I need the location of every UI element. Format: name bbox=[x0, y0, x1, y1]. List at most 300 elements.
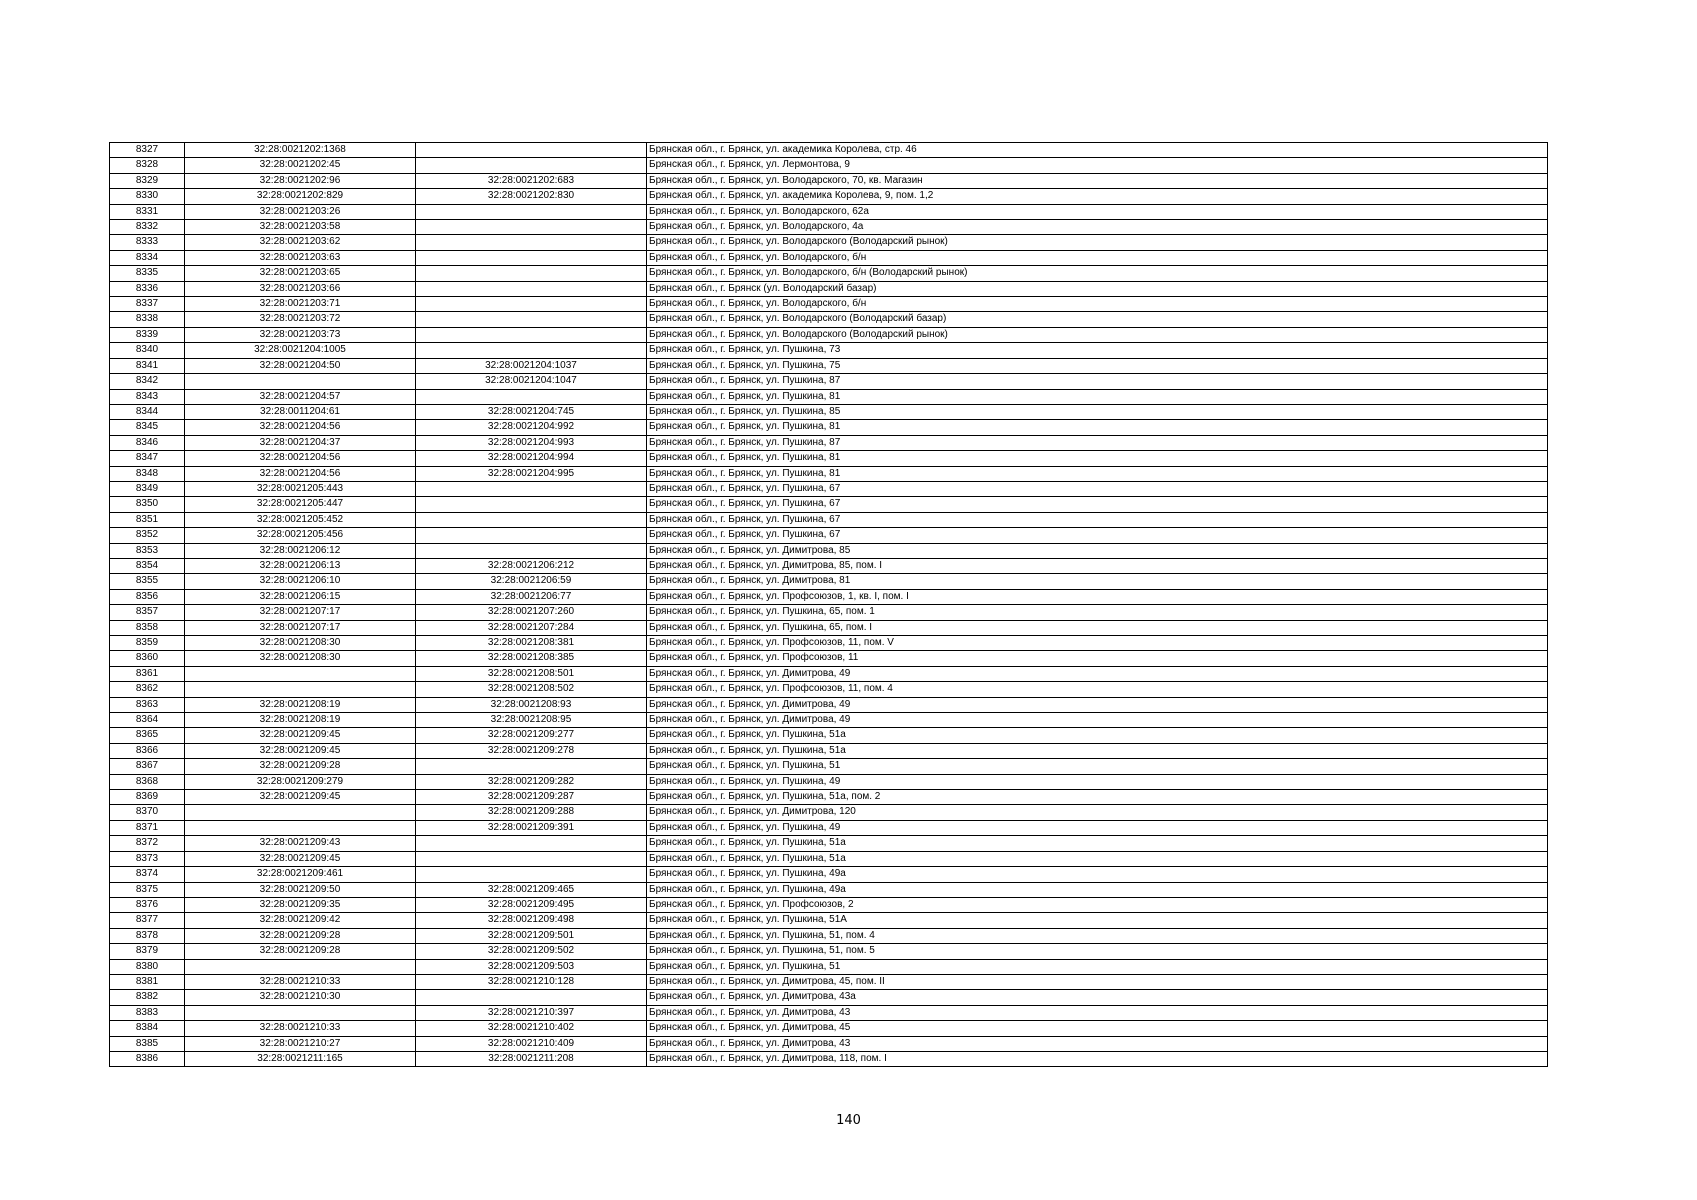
table-row bbox=[110, 944, 1548, 959]
object-cadastral-number-cell: 32:28:0021209:502 bbox=[416, 944, 647, 959]
address-cell: Брянская обл., г. Брянск, ул. Володарского, б/н bbox=[647, 297, 1548, 312]
land-cadastral-number-cell: 32:28:0021202:96 bbox=[185, 173, 416, 188]
object-cadastral-number-cell: 32:28:0021208:95 bbox=[416, 713, 647, 728]
table-row bbox=[110, 882, 1548, 897]
table-row bbox=[110, 836, 1548, 851]
land-cadastral-number-cell: 32:28:0021211:165 bbox=[185, 1051, 416, 1066]
object-cadastral-number-cell bbox=[416, 543, 647, 558]
row-number-cell: 8383 bbox=[110, 1005, 185, 1020]
address-cell: Брянская обл., г. Брянск, ул. Профсоюзов, 2 bbox=[647, 897, 1548, 912]
land-cadastral-number-cell: 32:28:0021204:1005 bbox=[185, 343, 416, 358]
address-cell: Брянская обл., г. Брянск, ул. Володарского, 4а bbox=[647, 220, 1548, 235]
table-row bbox=[110, 1021, 1548, 1036]
address-cell: Брянская обл., г. Брянск, ул. Пушкина, 49а bbox=[647, 882, 1548, 897]
row-number-cell: 8332 bbox=[110, 220, 185, 235]
row-number-cell: 8343 bbox=[110, 389, 185, 404]
object-cadastral-number-cell: 32:28:0021210:128 bbox=[416, 974, 647, 989]
land-cadastral-number-cell: 32:28:0021209:28 bbox=[185, 759, 416, 774]
land-cadastral-number-cell: 32:28:0021206:15 bbox=[185, 589, 416, 604]
table-row bbox=[110, 235, 1548, 250]
address-cell: Брянская обл., г. Брянск, ул. Володарского, 62а bbox=[647, 204, 1548, 219]
row-number-cell: 8354 bbox=[110, 558, 185, 573]
object-cadastral-number-cell: 32:28:0021207:284 bbox=[416, 620, 647, 635]
land-cadastral-number-cell: 32:28:0021207:17 bbox=[185, 605, 416, 620]
row-number-cell: 8370 bbox=[110, 805, 185, 820]
address-cell: Брянская обл., г. Брянск, ул. Профсоюзов, 1, кв. I, пом. I bbox=[647, 589, 1548, 604]
row-number-cell: 8384 bbox=[110, 1021, 185, 1036]
row-number-cell: 8329 bbox=[110, 173, 185, 188]
table-row bbox=[110, 805, 1548, 820]
table-row bbox=[110, 250, 1548, 265]
object-cadastral-number-cell: 32:28:0021209:278 bbox=[416, 743, 647, 758]
row-number-cell: 8364 bbox=[110, 713, 185, 728]
land-cadastral-number-cell: 32:28:0021209:42 bbox=[185, 913, 416, 928]
address-cell: Брянская обл., г. Брянск, ул. Пушкина, 51а bbox=[647, 836, 1548, 851]
table-row bbox=[110, 512, 1548, 527]
address-cell: Брянская обл., г. Брянск, ул. Пушкина, 87 bbox=[647, 374, 1548, 389]
address-cell: Брянская обл., г. Брянск, ул. Димитрова, 85 bbox=[647, 543, 1548, 558]
object-cadastral-number-cell: 32:28:0021206:59 bbox=[416, 574, 647, 589]
object-cadastral-number-cell bbox=[416, 481, 647, 496]
address-cell: Брянская обл., г. Брянск, ул. Володарского (Володарский рынок) bbox=[647, 327, 1548, 342]
object-cadastral-number-cell bbox=[416, 851, 647, 866]
object-cadastral-number-cell: 32:28:0021209:498 bbox=[416, 913, 647, 928]
object-cadastral-number-cell: 32:28:0021204:1047 bbox=[416, 374, 647, 389]
object-cadastral-number-cell: 32:28:0021210:397 bbox=[416, 1005, 647, 1020]
land-cadastral-number-cell: 32:28:0021203:65 bbox=[185, 266, 416, 281]
land-cadastral-number-cell: 32:28:0021209:45 bbox=[185, 728, 416, 743]
table-row bbox=[110, 497, 1548, 512]
address-cell: Брянская обл., г. Брянск, ул. Пушкина, 65, пом. 1 bbox=[647, 605, 1548, 620]
row-number-cell: 8347 bbox=[110, 451, 185, 466]
object-cadastral-number-cell: 32:28:0021209:501 bbox=[416, 928, 647, 943]
object-cadastral-number-cell: 32:28:0021209:277 bbox=[416, 728, 647, 743]
address-cell: Брянская обл., г. Брянск (ул. Володарский базар) bbox=[647, 281, 1548, 296]
row-number-cell: 8342 bbox=[110, 374, 185, 389]
row-number-cell: 8365 bbox=[110, 728, 185, 743]
table-row bbox=[110, 928, 1548, 943]
address-cell: Брянская обл., г. Брянск, ул. Профсоюзов, 11, пом. V bbox=[647, 636, 1548, 651]
land-cadastral-number-cell: 32:28:0021208:30 bbox=[185, 636, 416, 651]
row-number-cell: 8336 bbox=[110, 281, 185, 296]
land-cadastral-number-cell: 32:28:0021209:461 bbox=[185, 867, 416, 882]
table-row bbox=[110, 312, 1548, 327]
address-cell: Брянская обл., г. Брянск, ул. Володарского (Володарский базар) bbox=[647, 312, 1548, 327]
address-cell: Брянская обл., г. Брянск, ул. Димитрова, 43 bbox=[647, 1036, 1548, 1051]
object-cadastral-number-cell bbox=[416, 389, 647, 404]
object-cadastral-number-cell bbox=[416, 312, 647, 327]
table-row bbox=[110, 374, 1548, 389]
row-number-cell: 8369 bbox=[110, 790, 185, 805]
object-cadastral-number-cell: 32:28:0021208:502 bbox=[416, 682, 647, 697]
land-cadastral-number-cell bbox=[185, 1005, 416, 1020]
land-cadastral-number-cell: 32:28:0021205:452 bbox=[185, 512, 416, 527]
row-number-cell: 8376 bbox=[110, 897, 185, 912]
land-cadastral-number-cell: 32:28:0021209:50 bbox=[185, 882, 416, 897]
land-cadastral-number-cell: 32:28:0021206:13 bbox=[185, 558, 416, 573]
land-cadastral-number-cell: 32:28:0021204:56 bbox=[185, 451, 416, 466]
table-row bbox=[110, 558, 1548, 573]
object-cadastral-number-cell bbox=[416, 250, 647, 265]
address-cell: Брянская обл., г. Брянск, ул. Димитрова, 49 bbox=[647, 666, 1548, 681]
object-cadastral-number-cell: 32:28:0021209:287 bbox=[416, 790, 647, 805]
land-cadastral-number-cell bbox=[185, 666, 416, 681]
object-cadastral-number-cell bbox=[416, 235, 647, 250]
land-cadastral-number-cell: 32:28:0021210:30 bbox=[185, 990, 416, 1005]
address-cell: Брянская обл., г. Брянск, ул. Пушкина, 51а bbox=[647, 743, 1548, 758]
address-cell: Брянская обл., г. Брянск, ул. Пушкина, 51, пом. 4 bbox=[647, 928, 1548, 943]
object-cadastral-number-cell: 32:28:0021208:385 bbox=[416, 651, 647, 666]
land-cadastral-number-cell: 32:28:0021210:33 bbox=[185, 1021, 416, 1036]
row-number-cell: 8362 bbox=[110, 682, 185, 697]
table-row bbox=[110, 189, 1548, 204]
row-number-cell: 8348 bbox=[110, 466, 185, 481]
land-cadastral-number-cell: 32:28:0021207:17 bbox=[185, 620, 416, 635]
object-cadastral-number-cell: 32:28:0021208:381 bbox=[416, 636, 647, 651]
address-cell: Брянская обл., г. Брянск, ул. Пушкина, 51а bbox=[647, 728, 1548, 743]
table-row bbox=[110, 481, 1548, 496]
address-cell: Брянская обл., г. Брянск, ул. Профсоюзов, 11 bbox=[647, 651, 1548, 666]
row-number-cell: 8337 bbox=[110, 297, 185, 312]
object-cadastral-number-cell: 32:28:0021209:282 bbox=[416, 774, 647, 789]
land-cadastral-number-cell: 32:28:0021203:73 bbox=[185, 327, 416, 342]
land-cadastral-number-cell: 32:28:0021204:50 bbox=[185, 358, 416, 373]
object-cadastral-number-cell: 32:28:0021209:288 bbox=[416, 805, 647, 820]
land-cadastral-number-cell: 32:28:0021208:30 bbox=[185, 651, 416, 666]
table-row bbox=[110, 528, 1548, 543]
object-cadastral-number-cell bbox=[416, 220, 647, 235]
row-number-cell: 8335 bbox=[110, 266, 185, 281]
address-cell: Брянская обл., г. Брянск, ул. Пушкина, 49а bbox=[647, 867, 1548, 882]
object-cadastral-number-cell: 32:28:0021209:495 bbox=[416, 897, 647, 912]
address-cell: Брянская обл., г. Брянск, ул. Пушкина, 65, пом. I bbox=[647, 620, 1548, 635]
land-cadastral-number-cell: 32:28:0011204:61 bbox=[185, 404, 416, 419]
row-number-cell: 8367 bbox=[110, 759, 185, 774]
row-number-cell: 8382 bbox=[110, 990, 185, 1005]
address-cell: Брянская обл., г. Брянск, ул. Димитрова, 49 bbox=[647, 713, 1548, 728]
object-cadastral-number-cell: 32:28:0021204:995 bbox=[416, 466, 647, 481]
address-cell: Брянская обл., г. Брянск, ул. Пушкина, 81 bbox=[647, 389, 1548, 404]
address-cell: Брянская обл., г. Брянск, ул. Пушкина, 85 bbox=[647, 404, 1548, 419]
land-cadastral-number-cell: 32:28:0021205:447 bbox=[185, 497, 416, 512]
land-cadastral-number-cell: 32:28:0021203:62 bbox=[185, 235, 416, 250]
address-cell: Брянская обл., г. Брянск, ул. Димитрова, 118, пом. I bbox=[647, 1051, 1548, 1066]
land-cadastral-number-cell: 32:28:0021209:43 bbox=[185, 836, 416, 851]
table-row bbox=[110, 1036, 1548, 1051]
table-row bbox=[110, 389, 1548, 404]
address-cell: Брянская обл., г. Брянск, ул. Пушкина, 51 bbox=[647, 759, 1548, 774]
row-number-cell: 8372 bbox=[110, 836, 185, 851]
table-row bbox=[110, 266, 1548, 281]
address-cell: Брянская обл., г. Брянск, ул. Пушкина, 51, пом. 5 bbox=[647, 944, 1548, 959]
land-cadastral-number-cell: 32:28:0021205:456 bbox=[185, 528, 416, 543]
address-cell: Брянская обл., г. Брянск, ул. Пушкина, 51А bbox=[647, 913, 1548, 928]
land-cadastral-number-cell bbox=[185, 820, 416, 835]
row-number-cell: 8355 bbox=[110, 574, 185, 589]
land-cadastral-number-cell: 32:28:0021202:829 bbox=[185, 189, 416, 204]
object-cadastral-number-cell bbox=[416, 512, 647, 527]
object-cadastral-number-cell: 32:28:0021209:391 bbox=[416, 820, 647, 835]
land-cadastral-number-cell bbox=[185, 682, 416, 697]
object-cadastral-number-cell: 32:28:0021206:77 bbox=[416, 589, 647, 604]
object-cadastral-number-cell bbox=[416, 143, 647, 158]
row-number-cell: 8373 bbox=[110, 851, 185, 866]
land-cadastral-number-cell: 32:28:0021204:56 bbox=[185, 466, 416, 481]
land-cadastral-number-cell: 32:28:0021204:56 bbox=[185, 420, 416, 435]
object-cadastral-number-cell: 32:28:0021209:503 bbox=[416, 959, 647, 974]
land-cadastral-number-cell: 32:28:0021208:19 bbox=[185, 713, 416, 728]
object-cadastral-number-cell: 32:28:0021202:683 bbox=[416, 173, 647, 188]
table-row bbox=[110, 897, 1548, 912]
table-row bbox=[110, 589, 1548, 604]
address-cell: Брянская обл., г. Брянск, ул. академика Королева, 9, пом. 1,2 bbox=[647, 189, 1548, 204]
object-cadastral-number-cell bbox=[416, 204, 647, 219]
table-row bbox=[110, 420, 1548, 435]
address-cell: Брянская обл., г. Брянск, ул. Димитрова, 120 bbox=[647, 805, 1548, 820]
address-cell: Брянская обл., г. Брянск, ул. Димитрова, 45 bbox=[647, 1021, 1548, 1036]
row-number-cell: 8385 bbox=[110, 1036, 185, 1051]
land-cadastral-number-cell bbox=[185, 959, 416, 974]
table-row bbox=[110, 851, 1548, 866]
table-row bbox=[110, 697, 1548, 712]
land-cadastral-number-cell: 32:28:0021203:63 bbox=[185, 250, 416, 265]
land-cadastral-number-cell: 32:28:0021204:37 bbox=[185, 435, 416, 450]
table-row bbox=[110, 327, 1548, 342]
table-row bbox=[110, 281, 1548, 296]
table-row bbox=[110, 158, 1548, 173]
object-cadastral-number-cell: 32:28:0021210:409 bbox=[416, 1036, 647, 1051]
address-cell: Брянская обл., г. Брянск, ул. Димитрова, 49 bbox=[647, 697, 1548, 712]
land-cadastral-number-cell: 32:28:0021209:28 bbox=[185, 928, 416, 943]
land-cadastral-number-cell: 32:28:0021203:66 bbox=[185, 281, 416, 296]
object-cadastral-number-cell bbox=[416, 497, 647, 512]
table-row bbox=[110, 404, 1548, 419]
row-number-cell: 8351 bbox=[110, 512, 185, 527]
address-cell: Брянская обл., г. Брянск, ул. Пушкина, 81 bbox=[647, 451, 1548, 466]
address-cell: Брянская обл., г. Брянск, ул. Пушкина, 49 bbox=[647, 774, 1548, 789]
object-cadastral-number-cell: 32:28:0021204:993 bbox=[416, 435, 647, 450]
row-number-cell: 8339 bbox=[110, 327, 185, 342]
object-cadastral-number-cell: 32:28:0021211:208 bbox=[416, 1051, 647, 1066]
object-cadastral-number-cell bbox=[416, 836, 647, 851]
object-cadastral-number-cell bbox=[416, 297, 647, 312]
row-number-cell: 8371 bbox=[110, 820, 185, 835]
table-row bbox=[110, 867, 1548, 882]
land-cadastral-number-cell bbox=[185, 374, 416, 389]
table-row bbox=[110, 466, 1548, 481]
row-number-cell: 8363 bbox=[110, 697, 185, 712]
object-cadastral-number-cell: 32:28:0021208:501 bbox=[416, 666, 647, 681]
object-cadastral-number-cell bbox=[416, 990, 647, 1005]
object-cadastral-number-cell bbox=[416, 867, 647, 882]
table-row bbox=[110, 820, 1548, 835]
row-number-cell: 8377 bbox=[110, 913, 185, 928]
table-row bbox=[110, 435, 1548, 450]
table-row bbox=[110, 774, 1548, 789]
table-row bbox=[110, 713, 1548, 728]
land-cadastral-number-cell: 32:28:0021203:58 bbox=[185, 220, 416, 235]
table-row bbox=[110, 1051, 1548, 1066]
table-row bbox=[110, 543, 1548, 558]
row-number-cell: 8379 bbox=[110, 944, 185, 959]
row-number-cell: 8368 bbox=[110, 774, 185, 789]
table-row bbox=[110, 759, 1548, 774]
page-number: 140 bbox=[836, 1113, 861, 1128]
land-cadastral-number-cell: 32:28:0021209:45 bbox=[185, 851, 416, 866]
address-cell: Брянская обл., г. Брянск, ул. Димитрова, 85, пом. I bbox=[647, 558, 1548, 573]
row-number-cell: 8366 bbox=[110, 743, 185, 758]
address-cell: Брянская обл., г. Брянск, ул. Димитрова, 81 bbox=[647, 574, 1548, 589]
land-cadastral-number-cell: 32:28:0021202:1368 bbox=[185, 143, 416, 158]
row-number-cell: 8333 bbox=[110, 235, 185, 250]
row-number-cell: 8350 bbox=[110, 497, 185, 512]
land-cadastral-number-cell: 32:28:0021205:443 bbox=[185, 481, 416, 496]
row-number-cell: 8360 bbox=[110, 651, 185, 666]
object-cadastral-number-cell: 32:28:0021204:992 bbox=[416, 420, 647, 435]
address-cell: Брянская обл., г. Брянск, ул. Димитрова, 43 bbox=[647, 1005, 1548, 1020]
table-row bbox=[110, 173, 1548, 188]
address-cell: Брянская обл., г. Брянск, ул. Володарского, 70, кв. Магазин bbox=[647, 173, 1548, 188]
land-cadastral-number-cell: 32:28:0021209:45 bbox=[185, 790, 416, 805]
object-cadastral-number-cell: 32:28:0021209:465 bbox=[416, 882, 647, 897]
address-cell: Брянская обл., г. Брянск, ул. Пушкина, 81 bbox=[647, 420, 1548, 435]
land-cadastral-number-cell: 32:28:0021203:26 bbox=[185, 204, 416, 219]
row-number-cell: 8374 bbox=[110, 867, 185, 882]
address-cell: Брянская обл., г. Брянск, ул. Пушкина, 67 bbox=[647, 528, 1548, 543]
row-number-cell: 8327 bbox=[110, 143, 185, 158]
table-row bbox=[110, 666, 1548, 681]
land-cadastral-number-cell: 32:28:0021210:33 bbox=[185, 974, 416, 989]
object-cadastral-number-cell: 32:28:0021206:212 bbox=[416, 558, 647, 573]
object-cadastral-number-cell: 32:28:0021204:1037 bbox=[416, 358, 647, 373]
object-cadastral-number-cell: 32:28:0021202:830 bbox=[416, 189, 647, 204]
address-cell: Брянская обл., г. Брянск, ул. Володарского, б/н bbox=[647, 250, 1548, 265]
row-number-cell: 8352 bbox=[110, 528, 185, 543]
address-cell: Брянская обл., г. Брянск, ул. Димитрова, 43а bbox=[647, 990, 1548, 1005]
table-row bbox=[110, 358, 1548, 373]
table-row bbox=[110, 974, 1548, 989]
row-number-cell: 8349 bbox=[110, 481, 185, 496]
object-cadastral-number-cell: 32:28:0021208:93 bbox=[416, 697, 647, 712]
table-row bbox=[110, 605, 1548, 620]
land-cadastral-number-cell: 32:28:0021206:10 bbox=[185, 574, 416, 589]
table-row bbox=[110, 297, 1548, 312]
table-row bbox=[110, 959, 1548, 974]
land-cadastral-number-cell: 32:28:0021210:27 bbox=[185, 1036, 416, 1051]
address-cell: Брянская обл., г. Брянск, ул. Пушкина, 51 bbox=[647, 959, 1548, 974]
land-cadastral-number-cell: 32:28:0021209:279 bbox=[185, 774, 416, 789]
land-cadastral-number-cell: 32:28:0021209:45 bbox=[185, 743, 416, 758]
row-number-cell: 8338 bbox=[110, 312, 185, 327]
land-cadastral-number-cell: 32:28:0021206:12 bbox=[185, 543, 416, 558]
table-row bbox=[110, 1005, 1548, 1020]
object-cadastral-number-cell bbox=[416, 158, 647, 173]
table-row bbox=[110, 636, 1548, 651]
row-number-cell: 8331 bbox=[110, 204, 185, 219]
table-row bbox=[110, 990, 1548, 1005]
cadastral-table bbox=[109, 142, 1548, 1067]
address-cell: Брянская обл., г. Брянск, ул. Пушкина, 67 bbox=[647, 481, 1548, 496]
land-cadastral-number-cell: 32:28:0021204:57 bbox=[185, 389, 416, 404]
row-number-cell: 8378 bbox=[110, 928, 185, 943]
object-cadastral-number-cell bbox=[416, 528, 647, 543]
row-number-cell: 8361 bbox=[110, 666, 185, 681]
object-cadastral-number-cell bbox=[416, 343, 647, 358]
table-row bbox=[110, 343, 1548, 358]
object-cadastral-number-cell bbox=[416, 759, 647, 774]
address-cell: Брянская обл., г. Брянск, ул. Лермонтова, 9 bbox=[647, 158, 1548, 173]
address-cell: Брянская обл., г. Брянск, ул. Володарского (Володарский рынок) bbox=[647, 235, 1548, 250]
address-cell: Брянская обл., г. Брянск, ул. академика Королева, стр. 46 bbox=[647, 143, 1548, 158]
table-row bbox=[110, 574, 1548, 589]
address-cell: Брянская обл., г. Брянск, ул. Пушкина, 73 bbox=[647, 343, 1548, 358]
object-cadastral-number-cell bbox=[416, 327, 647, 342]
table-row bbox=[110, 451, 1548, 466]
table-row bbox=[110, 790, 1548, 805]
row-number-cell: 8359 bbox=[110, 636, 185, 651]
row-number-cell: 8328 bbox=[110, 158, 185, 173]
table-row bbox=[110, 651, 1548, 666]
land-cadastral-number-cell: 32:28:0021203:71 bbox=[185, 297, 416, 312]
land-cadastral-number-cell: 32:28:0021209:35 bbox=[185, 897, 416, 912]
address-cell: Брянская обл., г. Брянск, ул. Димитрова, 45, пом. II bbox=[647, 974, 1548, 989]
row-number-cell: 8386 bbox=[110, 1051, 185, 1066]
land-cadastral-number-cell: 32:28:0021202:45 bbox=[185, 158, 416, 173]
address-cell: Брянская обл., г. Брянск, ул. Пушкина, 87 bbox=[647, 435, 1548, 450]
address-cell: Брянская обл., г. Брянск, ул. Пушкина, 49 bbox=[647, 820, 1548, 835]
row-number-cell: 8353 bbox=[110, 543, 185, 558]
table-row bbox=[110, 220, 1548, 235]
object-cadastral-number-cell bbox=[416, 266, 647, 281]
address-cell: Брянская обл., г. Брянск, ул. Пушкина, 51а bbox=[647, 851, 1548, 866]
object-cadastral-number-cell: 32:28:0021210:402 bbox=[416, 1021, 647, 1036]
row-number-cell: 8341 bbox=[110, 358, 185, 373]
object-cadastral-number-cell: 32:28:0021204:745 bbox=[416, 404, 647, 419]
row-number-cell: 8334 bbox=[110, 250, 185, 265]
land-cadastral-number-cell: 32:28:0021203:72 bbox=[185, 312, 416, 327]
address-cell: Брянская обл., г. Брянск, ул. Пушкина, 67 bbox=[647, 512, 1548, 527]
land-cadastral-number-cell bbox=[185, 805, 416, 820]
table-row bbox=[110, 743, 1548, 758]
table-row bbox=[110, 204, 1548, 219]
address-cell: Брянская обл., г. Брянск, ул. Володарского, б/н (Володарский рынок) bbox=[647, 266, 1548, 281]
table-row bbox=[110, 913, 1548, 928]
address-cell: Брянская обл., г. Брянск, ул. Пушкина, 81 bbox=[647, 466, 1548, 481]
row-number-cell: 8330 bbox=[110, 189, 185, 204]
row-number-cell: 8375 bbox=[110, 882, 185, 897]
table-body bbox=[110, 143, 1548, 1067]
table-row bbox=[110, 728, 1548, 743]
table-row bbox=[110, 682, 1548, 697]
land-cadastral-number-cell: 32:28:0021209:28 bbox=[185, 944, 416, 959]
table-row bbox=[110, 143, 1548, 158]
row-number-cell: 8381 bbox=[110, 974, 185, 989]
address-cell: Брянская обл., г. Брянск, ул. Пушкина, 75 bbox=[647, 358, 1548, 373]
row-number-cell: 8344 bbox=[110, 404, 185, 419]
address-cell: Брянская обл., г. Брянск, ул. Пушкина, 51а, пом. 2 bbox=[647, 790, 1548, 805]
row-number-cell: 8357 bbox=[110, 605, 185, 620]
land-cadastral-number-cell: 32:28:0021208:19 bbox=[185, 697, 416, 712]
object-cadastral-number-cell: 32:28:0021204:994 bbox=[416, 451, 647, 466]
table-row bbox=[110, 620, 1548, 635]
address-cell: Брянская обл., г. Брянск, ул. Пушкина, 67 bbox=[647, 497, 1548, 512]
row-number-cell: 8346 bbox=[110, 435, 185, 450]
row-number-cell: 8340 bbox=[110, 343, 185, 358]
row-number-cell: 8345 bbox=[110, 420, 185, 435]
row-number-cell: 8358 bbox=[110, 620, 185, 635]
address-cell: Брянская обл., г. Брянск, ул. Профсоюзов, 11, пом. 4 bbox=[647, 682, 1548, 697]
row-number-cell: 8356 bbox=[110, 589, 185, 604]
